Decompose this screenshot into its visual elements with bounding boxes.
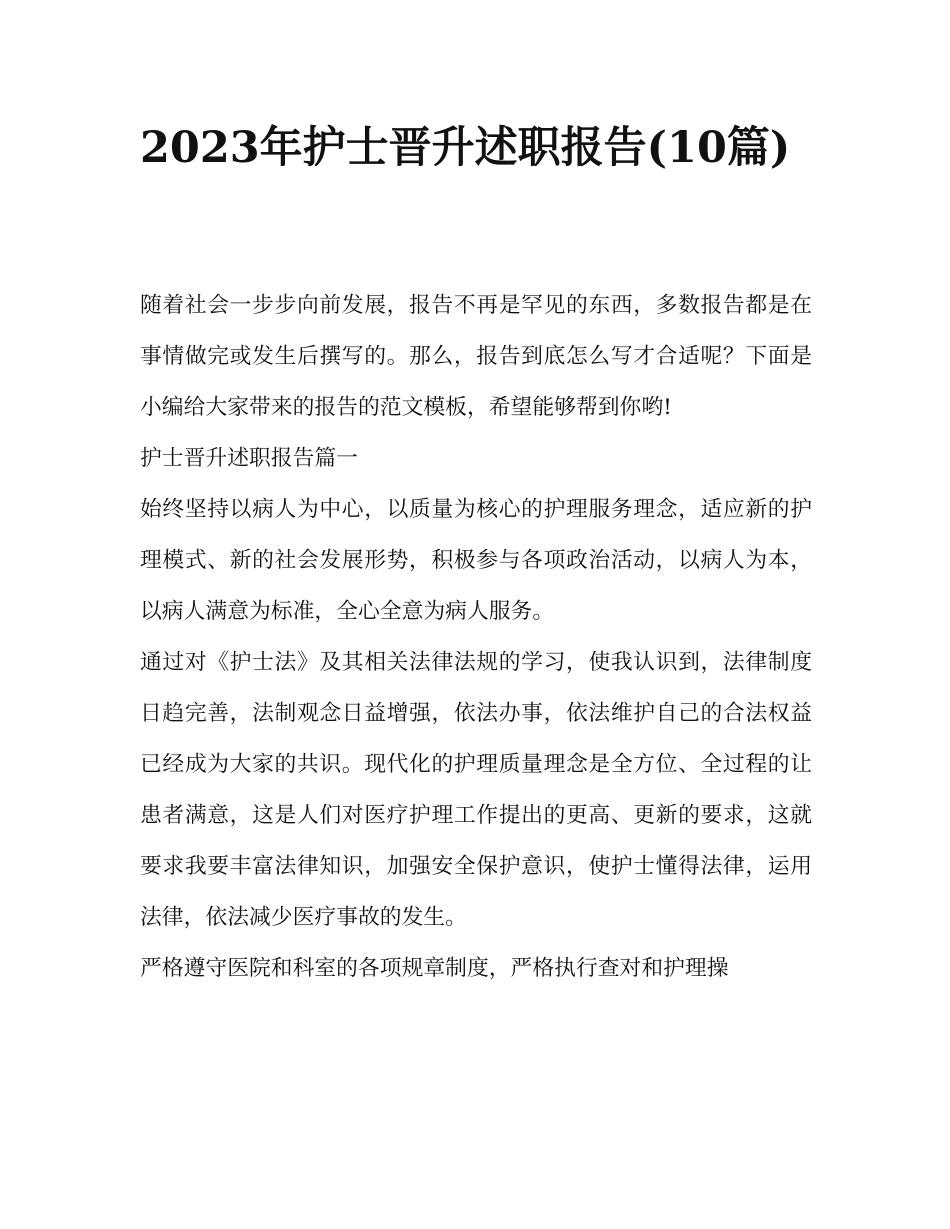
body-paragraph: 始终坚持以病人为中心，以质量为核心的护理服务理念，适应新的护理模式、新的社会发展形势，积极参与各项政治活动，以病人为本，以病人满意为标准，全心全意为病人服务。: [140, 497, 812, 624]
section-heading: 护士晋升述职报告篇一: [140, 446, 358, 471]
body-paragraph: 通过对《护士法》及其相关法律法规的学习，使我认识到，法律制度日趋完善，法制观念日益增强，依法办事，依法维护自己的合法权益已经成为大家的共识。现代化的护理质量理念是全方位、全过程的让患者满意，这是人们对医疗护理工作提出的更高、更新的要求，这就要求我要丰富法律知识，加强安全保护意识，使护士懂得法律，运用法律，依法减少医疗事故的发生。: [140, 650, 812, 930]
document-title: 2023年护士晋升述职报告(10篇): [140, 123, 791, 173]
body-paragraph: 严格遵守医院和科室的各项规章制度，严格执行查对和护理操: [140, 956, 729, 981]
document-body: [140, 280, 812, 994]
intro-paragraph: 随着社会一步步向前发展，报告不再是罕见的东西，多数报告都是在事情做完或发生后撰写的。那么，报告到底怎么写才合适呢？下面是小编给大家带来的报告的范文模板，希望能够帮到你哟!: [140, 293, 812, 420]
